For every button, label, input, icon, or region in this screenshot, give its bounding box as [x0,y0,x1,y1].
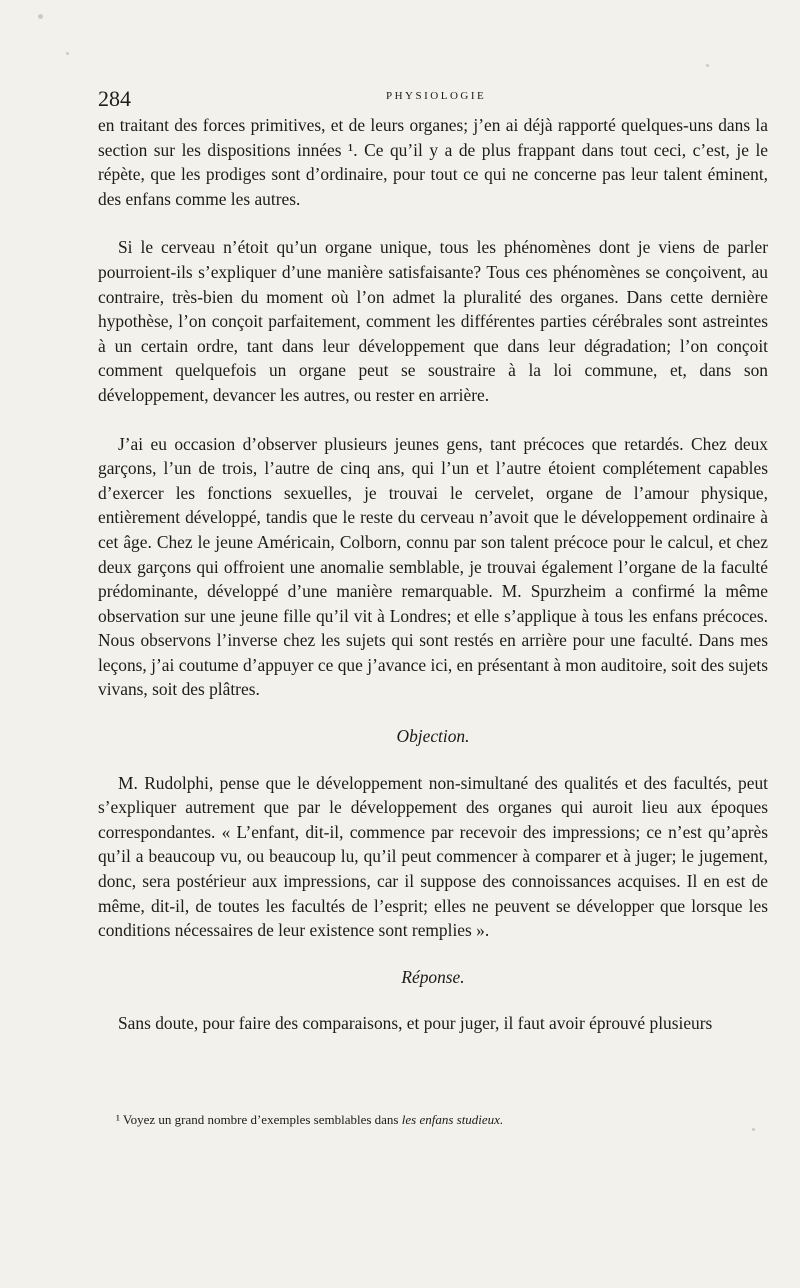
reponse-text: Sans doute, pour faire des comparaisons, et pour juger, il faut avoir éprouvé plusieurs [118,1013,713,1034]
footnote-italic-title: les enfans studieux. [401,1112,504,1127]
paragraph-continuation: en traitant des forces primitives, et de leurs organes; j’en ai déjà rapporté quelques-uns dans la section sur les dispositions innées ¹. Ce qu’il y a de plus frappant dans tout ceci, c’est, je le répète, que les prodiges sont d’ordinaire, pour tout ce qui ne concerne pas leur talent éminent, des enfans comme les autres. [98,115,768,209]
footnote-text: ¹ Voyez un grand nombre d’exemples semblables dans [116,1112,402,1127]
reponse-heading: Réponse. [401,966,465,987]
running-head: PHYSIOLOGIE [386,90,487,102]
page-number: 284 [98,86,131,111]
paragraph-cerveau: Si le cerveau n’étoit qu’un organe unique, tous les phénomènes dont je viens de parler pourroient-ils s’expliquer d’une manière satisfaisante? Tous ces phénomènes se conçoivent, au contraire, très-bien du moment où l’on admet la pluralité des organes. Dans cette dernière hypothèse, l’on conçoit parfaitement, comment les différentes parties cérébrales sont astreintes à un certain ordre, tant dans leur développement que dans leur dégradation; l’on conçoit comment quelquefois un organe peut se soustraire à la loi commune, et, dans son développement, devancer les autres, ou rester en arrière. [98,237,768,405]
footnote [116,1111,766,1129]
page-body [98,113,768,1036]
paragraph-observations: J’ai eu occasion d’observer plusieurs jeunes gens, tant précoces que retardés. Chez deux garçons, l’un de trois, l’autre de cinq ans, qui l’un et l’autre étoient complétement capables d’exercer les fonctions sexuelles, je trouvai le cervelet, organe de l’amour physique, entièrement développé, tandis que le reste du cerveau n’avoit que le développement ordinaire à cet âge. Chez le jeune Américain, Colborn, connu par son talent précoce pour le calcul, et chez deux garçons qui offroient une anomalie semblable, je trouvai également l’organe de la faculté prédominante, développé d’une manière remarquable. M. Spurzheim a confirmé la même observation sur une jeune fille qu’il vit à Londres; et elle s’applique à tous les enfans précoces. Nous observons l’inverse chez les sujets qui sont restés en arrière pour une faculté. Dans mes leçons, j’ai coutume d’appuyer ce que j’avance ici, en présentant à mon auditoire, soit des sujets vivans, soit des plâtres. [98,433,768,700]
objection-text: M. Rudolphi, pense que le développement non-simultané des qualités et des facultés, peut s’expliquer autrement que par le développement des organes qui auroit lieu aux époques correspondantes. « L’enfant, dit-il, commence par recevoir des impressions; ce n’est qu’après qu’il a beaucoup vu, ou beaucoup lu, qu’il peut commencer à comparer et à juger; le jugement, donc, sera postérieur aux impressions, car il suppose des connoissances acquises. Il en est de même, dit-il, de toutes les facultés de l’esprit; elles ne peuvent se développer que lorsque les conditions nécessaires de leur existence sont remplies ». [98,772,768,941]
objection-heading: Objection. [396,726,470,747]
page-header [98,86,768,116]
